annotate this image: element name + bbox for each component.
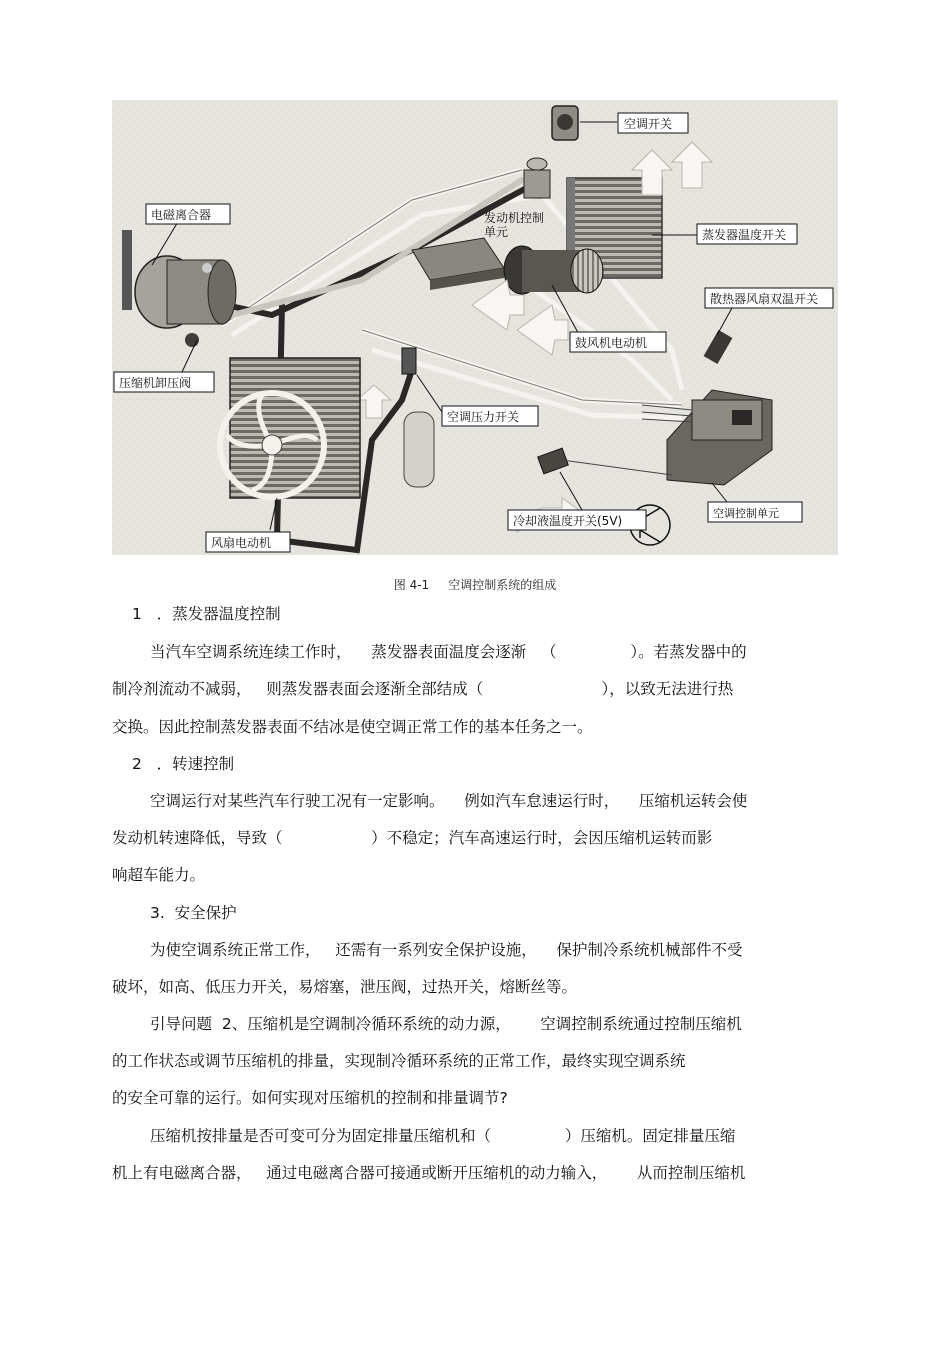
svg-text:蒸发器温度开关: 蒸发器温度开关	[702, 228, 787, 242]
paragraph-line: 机上有电磁离合器， 通过电磁离合器可接通或断开压缩机的动力输入， 从而控制压缩机	[112, 1164, 746, 1182]
label-ac-control-unit	[708, 502, 802, 522]
condenser-icon	[220, 358, 360, 498]
svg-text:冷却液温度开关(5V): 冷却液温度开关(5V)	[513, 514, 623, 528]
paragraph-line: 引导问题 2、压缩机是空调制冷循环系统的动力源， 空调控制系统通过控制压缩机	[150, 1015, 742, 1033]
receiver-drier-icon	[404, 412, 434, 487]
paragraph-line: 为使空调系统正常工作， 还需有一系列安全保护设施， 保护制冷系统机械部件不受	[150, 941, 743, 959]
label-magnetic-clutch	[146, 204, 230, 224]
paragraph-line: 发动机转速降低，导致（ ）不稳定；汽车高速运行时，会因压缩机运转而影	[112, 829, 713, 847]
paragraph-line: 空调运行对某些汽车行驶工况有一定影响。 例如汽车怠速运行时， 压缩机运转会使	[150, 792, 748, 810]
section-heading: 2 ．转速控制	[132, 755, 235, 773]
label-fan-motor	[206, 532, 290, 552]
label-compressor-relief-valve	[114, 372, 214, 392]
svg-text:鼓风机电动机: 鼓风机电动机	[575, 336, 648, 350]
figure-caption: 图 4-1 空调控制系统的组成	[393, 578, 557, 592]
svg-text:散热器风扇双温开关: 散热器风扇双温开关	[710, 292, 819, 306]
svg-text:空调开关: 空调开关	[624, 117, 673, 131]
ac-switch-icon	[552, 106, 578, 140]
svg-text:空调压力开关: 空调压力开关	[447, 410, 520, 424]
paragraph-line: 制冷剂流动不减弱， 则蒸发器表面会逐渐全部结成（ ），以致无法进行热	[112, 680, 734, 698]
paragraph-line: 破坏，如高、低压力开关，易熔塞，泄压阀，过热开关，熔断丝等。	[112, 978, 578, 996]
svg-text:压缩机卸压阀: 压缩机卸压阀	[119, 376, 192, 390]
label-ac-pressure-switch	[442, 406, 538, 426]
ac-control-system-figure	[112, 100, 838, 555]
section-heading: 3. 安全保护	[150, 904, 237, 922]
paragraph-line: 交换。因此控制蒸发器表面不结冰是使空调正常工作的基本任务之一。	[112, 718, 593, 736]
paragraph-line: 压缩机按排量是否可变可分为固定排量压缩机和（ ）压缩机。固定排量压缩	[150, 1127, 736, 1145]
label-blower-motor	[570, 332, 666, 352]
svg-text:空调控制单元: 空调控制单元	[713, 507, 779, 520]
paragraph-line: 的安全可靠的运行。如何实现对压缩机的控制和排量调节?	[112, 1089, 508, 1107]
label-ac-switch	[618, 113, 688, 133]
svg-text:电磁离合器: 电磁离合器	[151, 208, 212, 222]
label-radiator-fan-switch	[705, 288, 833, 308]
section-heading: 1 ．蒸发器温度控制	[132, 605, 281, 623]
label-coolant-temp-switch	[508, 510, 646, 530]
paragraph-line: 响超车能力。	[112, 866, 206, 884]
svg-text:单元: 单元	[484, 225, 509, 239]
pressure-switch-icon	[402, 348, 416, 374]
paragraph-line: 的工作状态或调节压缩机的排量，实现制冷循环系统的正常工作，最终实现空调系统	[112, 1052, 686, 1070]
label-evaporator-temp-switch	[697, 224, 797, 244]
expansion-valve-icon	[524, 158, 550, 198]
figure-drawing	[112, 100, 838, 555]
svg-text:发动机控制: 发动机控制	[484, 211, 545, 225]
paragraph-line: 当汽车空调系统连续工作时， 蒸发器表面温度会逐渐 （ ）。若蒸发器中的	[150, 643, 747, 661]
svg-text:风扇电动机: 风扇电动机	[211, 536, 272, 550]
